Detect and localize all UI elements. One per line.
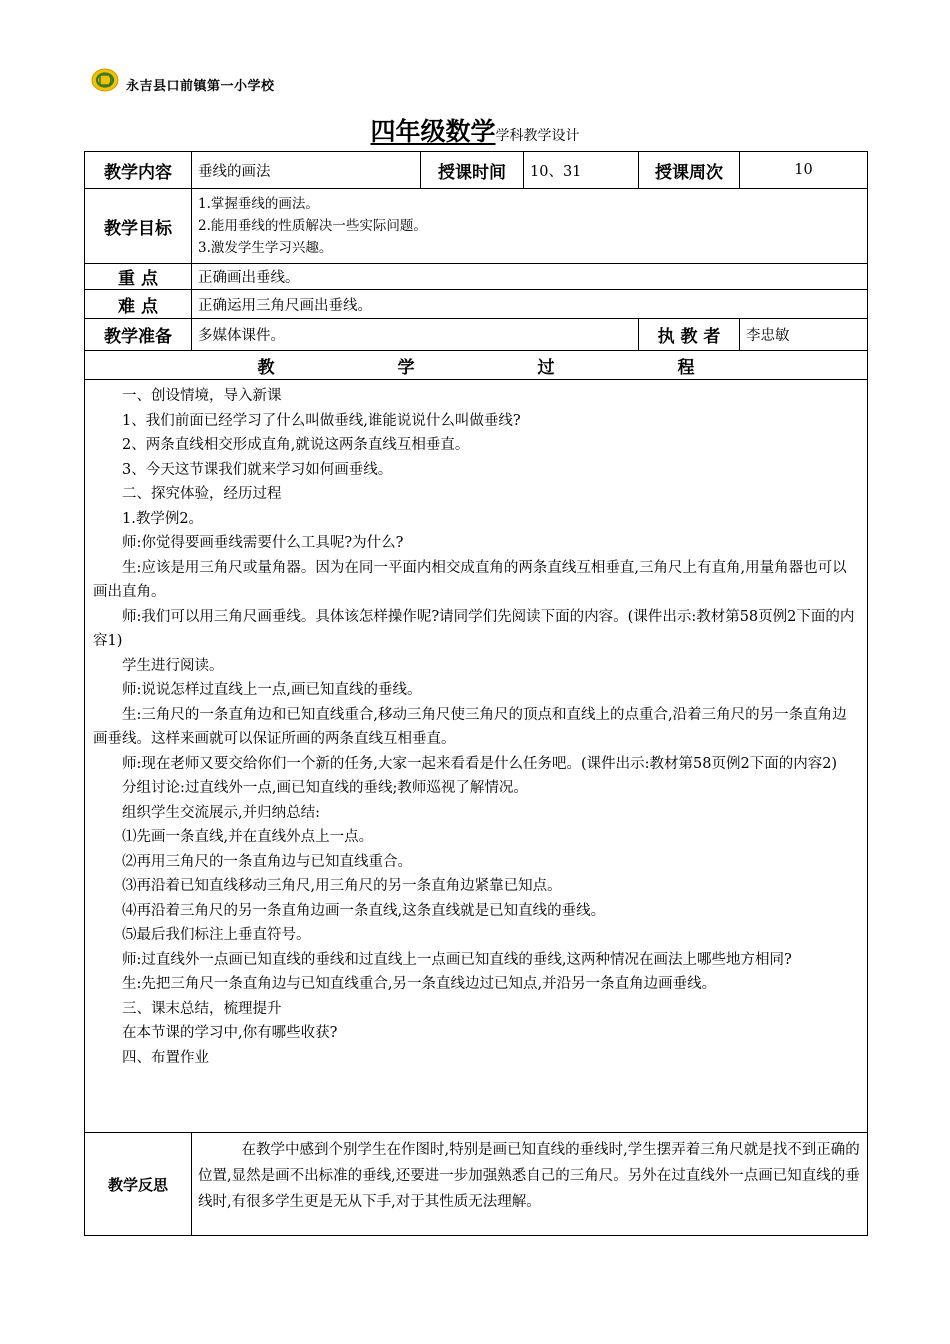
process-line: 二、探究体验，经历过程 — [122, 486, 282, 502]
process-title-char: 程 — [677, 357, 695, 378]
key-value: 正确画出垂线。 — [192, 264, 868, 290]
content-label: 教学内容 — [85, 152, 192, 189]
goals-label: 教学目标 — [85, 189, 192, 264]
difficulty-label: 难 点 — [85, 290, 192, 319]
process-line: 四、布置作业 — [122, 1049, 209, 1066]
process-line: 1、我们前面已经学习了什么叫做垂线,谁能说说什么叫做垂线? — [122, 412, 521, 429]
process-title-char: 过 — [537, 357, 555, 378]
process-line: 生:先把三角尺一条直角边与已知直线重合,另一条直线边过已知点,并沿另一条直角边画垂线。 — [122, 976, 717, 992]
process-line: 师:我们可以用三角尺画垂线。具体该怎样操作呢?请同学们先阅读下面的内容。(课件出示:教材第58页例2下面的内容1) — [93, 608, 855, 649]
process-line: ⑸最后我们标注上垂直符号。 — [122, 927, 311, 943]
goal-item: 2.能用垂线的性质解决一些实际问题。 — [198, 218, 427, 234]
lesson-plan-table — [84, 151, 868, 1236]
reflection-label: 教学反思 — [85, 1133, 192, 1236]
process-line: 师:过直线外一点画已知直线的垂线和过直线上一点画已知直线的垂线,这两种情况在画法上哪些地方相同? — [122, 951, 792, 968]
row-key — [85, 264, 868, 290]
prep-value: 多媒体课件。 — [192, 319, 639, 351]
row-process — [85, 380, 868, 1133]
process-line: 三、课末总结，梳理提升 — [122, 1000, 282, 1017]
goals-list — [192, 189, 868, 264]
title-main: 四年级数学 — [370, 117, 496, 146]
process-line: ⑶再沿着已知直线移动三角尺,用三角尺的另一条直角边紧靠已知点。 — [122, 878, 562, 894]
process-line: 师:现在老师又要交给你们一个新的任务,大家一起来看看是什么任务吧。(课件出示:教材第58页例2下面的内容2) — [122, 755, 838, 772]
key-label: 重 点 — [85, 264, 192, 290]
content-value: 垂线的画法 — [192, 152, 421, 189]
process-line: 师:你觉得要画垂线需要什么工具呢?为什么? — [122, 535, 404, 551]
week-value: 10 — [740, 152, 868, 189]
difficulty-value: 正确运用三角尺画出垂线。 — [192, 290, 868, 319]
process-line: 学生进行阅读。 — [122, 657, 224, 674]
teacher-label: 执 教 者 — [639, 319, 740, 351]
process-line: 2、两条直线相交形成直角,就说这两条直线互相垂直。 — [122, 437, 470, 453]
row-prep — [85, 319, 868, 351]
school-logo — [90, 66, 275, 94]
reflection-text: 在教学中感到个别学生在作图时,特别是画已知直线的垂线时,学生摆弄着三角尺就是找不到正确的位置,显然是画不出标准的垂线,还要进一步加强熟悉自己的三角尺。另外在过直线外一点画已知直线的垂线时,有很多学生更是无从下手,对于其性质无法理解。 — [192, 1133, 868, 1236]
school-emblem-icon — [90, 66, 124, 94]
goal-item: 1.掌握垂线的画法。 — [198, 196, 319, 212]
process-line: 分组讨论:过直线外一点,画已知直线的垂线;教师巡视了解情况。 — [122, 780, 528, 796]
process-line: ⑷再沿着三角尺的另一条直角边画一条直线,这条直线就是已知直线的垂线。 — [122, 902, 606, 919]
process-line: 1.教学例2。 — [122, 510, 204, 527]
title-sub: 学科教学设计 — [495, 128, 580, 144]
process-line: 组织学生交流展示,并归纳总结: — [122, 804, 320, 821]
school-name: 永吉县口前镇第一小学校 — [126, 78, 275, 94]
row-difficulty — [85, 290, 868, 319]
process-line: 生:应该是用三角尺或量角器。因为在同一平面内相交成直角的两条直线互相垂直,三角尺上有直角,用量角器也可以画出直角。 — [93, 559, 847, 600]
process-line: 在本节课的学习中,你有哪些收获? — [122, 1025, 338, 1041]
row-process-title — [85, 351, 868, 380]
process-title — [85, 351, 868, 380]
process-line: 生:三角尺的一条直角边和已知直线重合,移动三角尺使三角尺的顶点和直线上的点重合,沿着三角尺的另一条直角边画垂线。这样来画就可以保证所画的两条直线互相垂直。 — [93, 706, 847, 747]
process-line: ⑵再用三角尺的一条直角边与已知直线重合。 — [122, 853, 412, 870]
process-content — [85, 380, 868, 1133]
week-label: 授课周次 — [639, 152, 740, 189]
row-goals — [85, 189, 868, 264]
process-title-char: 教 — [257, 357, 275, 378]
prep-label: 教学准备 — [85, 319, 192, 351]
goal-item: 3.激发学生学习兴趣。 — [198, 240, 333, 256]
process-line: ⑴先画一条直线,并在直线外点上一点。 — [122, 829, 374, 845]
page-title — [0, 112, 950, 148]
time-value: 10、31 — [524, 152, 639, 189]
teacher-value: 李忠敏 — [740, 319, 868, 351]
process-line: 3、今天这节课我们就来学习如何画垂线。 — [122, 461, 393, 478]
process-title-char: 学 — [397, 357, 415, 378]
time-label: 授课时间 — [421, 152, 524, 189]
row-reflection — [85, 1133, 868, 1236]
process-line: 师:说说怎样过直线上一点,画已知直线的垂线。 — [122, 682, 422, 698]
row-content — [85, 152, 868, 189]
process-line: 一、创设情境，导入新课 — [122, 388, 282, 404]
